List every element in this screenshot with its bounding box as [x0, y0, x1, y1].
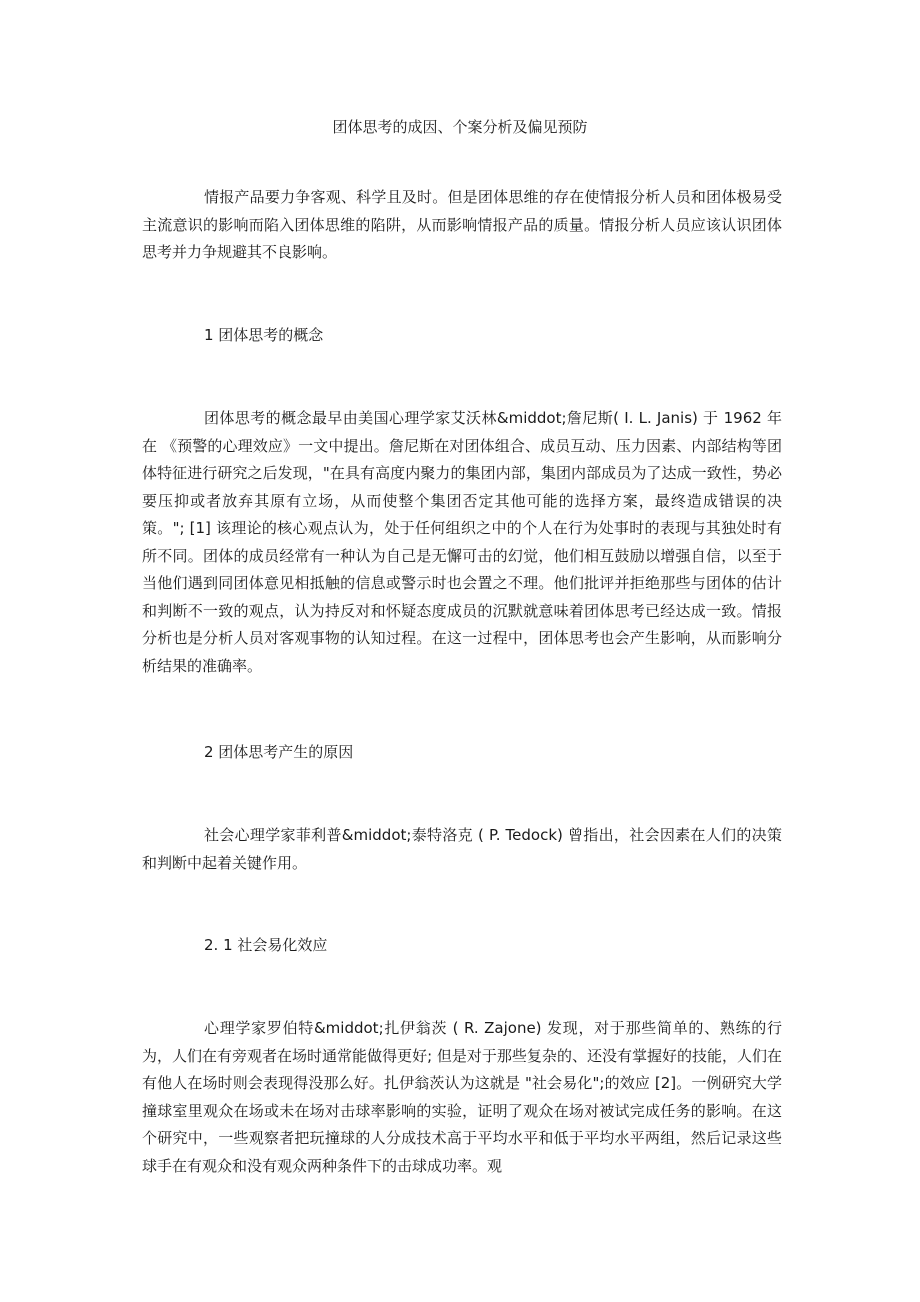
- intro-paragraph: 情报产品要力争客观、科学且及时。但是团体思维的存在使情报分析人员和团体极易受主流意识的影响而陷入团体思维的陷阱，从而影响情报产品的质量。情报分析人员应该认识团体思考并力争规避其不良影响。: [142, 188, 782, 261]
- section-1-heading: 1 团体思考的概念: [204, 326, 324, 344]
- section-2-1-heading: 2. 1 社会易化效应: [204, 936, 328, 954]
- section-2-1-paragraph: 心理学家罗伯特&middot;扎伊翁茨 ( R. Zajone) 发现，对于那些简单的、熟练的行为，人们在有旁观者在场时通常能做得更好; 但是对于那些复杂的、还没有掌握好的技能，人们在有他人在场时则会表现得没那么好。扎伊翁茨认为这就是 "社会易化";的效应 [2]。一例研究大学撞球室里观众在场或未在场对击球率影响的实验，证明了观众在场对被试完成任务的影响。在这个研究中，一些观察者把玩撞球的人分成技术高于平均水平和低于平均水平两组，然后记录这些球手在有观众和没有观众两种条件下的击球成功率。观: [142, 1019, 782, 1175]
- section-2-paragraph: 社会心理学家菲利普&middot;泰特洛克 ( P. Tedock) 曾指出，社会因素在人们的决策和判断中起着关键作用。: [142, 826, 782, 872]
- section-1-paragraph: 团体思考的概念最早由美国心理学家艾沃林&middot;詹尼斯( I. L. Janis) 于 1962 年在 《预警的心理效应》一文中提出。詹尼斯在对团体组合、成员互动、压力因素、内部结构等团体特征进行研究之后发现，"在具有高度内聚力的集团内部，集团内部成员为了达成一致性，势必要压抑或者放弃其原有立场，从而使整个集团否定其他可能的选择方案，最终造成错误的决策。"; [1] 该理论的核心观点认为，处于任何组织之中的个人在行为处事时的表现与其独处时有所不同。团体的成员经常有一种认为自己是无懈可击的幻觉，他们相互鼓励以增强自信，以至于当他们遇到同团体意见相抵触的信息或警示时也会置之不理。他们批评并拒绝那些与团体的估计和判断不一致的观点，认为持反对和怀疑态度成员的沉默就意味着团体思考已经达成一致。情报分析也是分析人员对客观事物的认知过程。在这一过程中，团体思考也会产生影响，从而影响分析结果的准确率。: [142, 409, 782, 675]
- section-2-heading: 2 团体思考产生的原因: [204, 743, 354, 761]
- document-title: 团体思考的成因、个案分析及偏见预防: [332, 118, 588, 136]
